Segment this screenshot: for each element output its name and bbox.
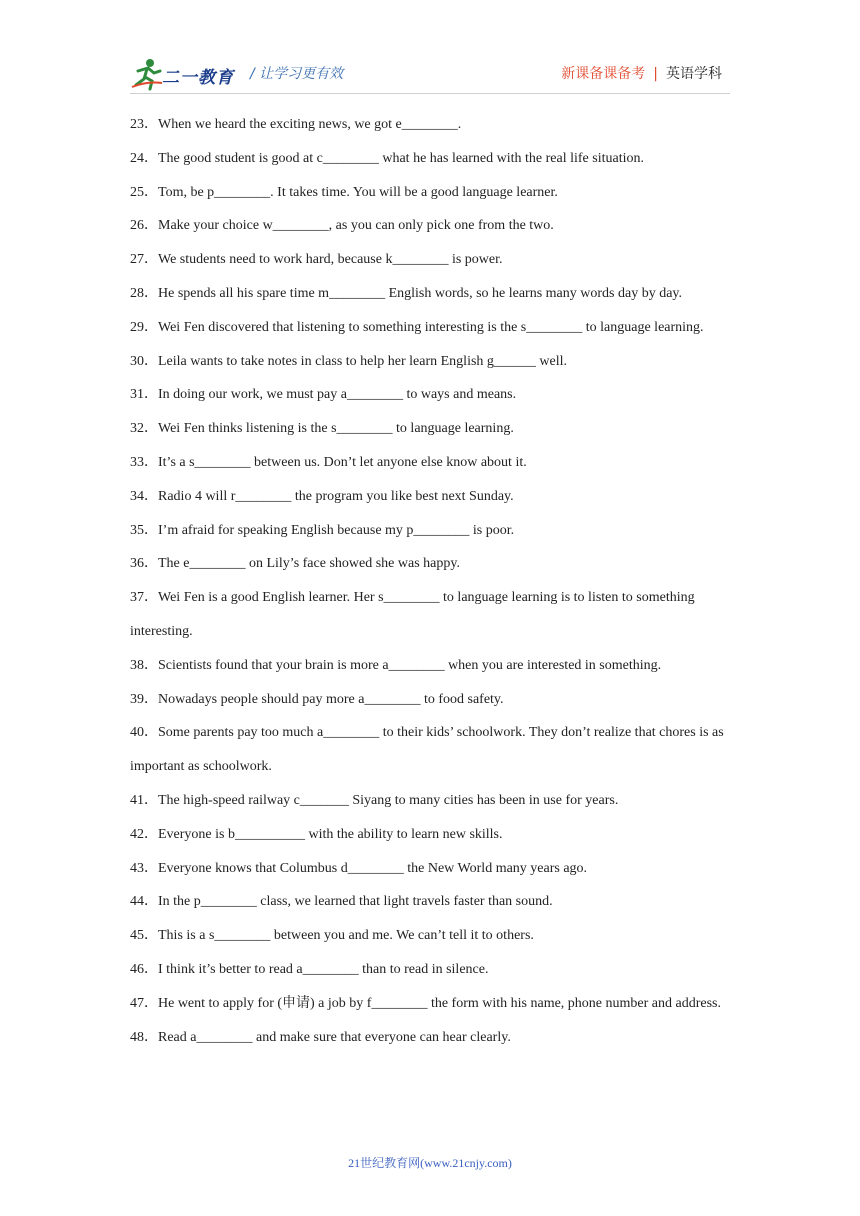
question-item: 31．In doing our work, we must pay a________ to ways and means.: [130, 387, 517, 403]
logo: [130, 57, 250, 91]
question-item: 41．The high-speed railway c_______ Siyang to many cities has been in use for years.: [130, 792, 619, 808]
logo-text: 二一教育: [162, 68, 234, 88]
question-item: 28．He spends all his spare time m________ English words, so he learns many words day by day.: [130, 285, 683, 301]
page-header: [130, 55, 730, 95]
question-item: 48．Read a________ and make sure that everyone can hear clearly.: [130, 1029, 511, 1045]
header-divider: [130, 93, 730, 94]
slogan: / 让学习更有效: [250, 66, 344, 82]
question-list: [130, 108, 740, 1054]
question-item: 35．I’m afraid for speaking English because my p________ is poor.: [130, 522, 515, 538]
question-item: 40．Some parents pay too much a________ to their kids’ schoolwork. They don’t realize that chores is as important as schoolwork.: [130, 725, 724, 775]
question-item: 34．Radio 4 will r________ the program you like best next Sunday.: [130, 488, 514, 504]
question-item: 36．The e________ on Lily’s face showed she was happy.: [130, 556, 460, 572]
question-item: 33．It’s a s________ between us. Don’t let anyone else know about it.: [130, 454, 527, 470]
question-item: 23．When we heard the exciting news, we got e________.: [130, 117, 462, 132]
question-item: 32．Wei Fen thinks listening is the s________ to language learning.: [130, 421, 514, 437]
question-item: 26．Make your choice w________, as you can only pick one from the two.: [130, 218, 554, 234]
question-item: 46．I think it’s better to read a________ than to read in silence.: [130, 961, 489, 977]
question-item: 45．This is a s________ between you and me. We can’t tell it to others.: [130, 928, 534, 944]
question-item: 37．Wei Fen is a good English learner. Her s________ to language learning is to listen to something interesting.: [130, 590, 695, 639]
question-item: 24．The good student is good at c________ what he has learned with the real life situation.: [130, 150, 644, 166]
question-item: 44．In the p________ class, we learned that light travels faster than sound.: [130, 894, 553, 910]
question-item: 27．We students need to work hard, because k________ is power.: [130, 252, 503, 268]
page-footer: 21世纪教育网(www.21cnjy.com): [348, 1156, 512, 1170]
header-course-label: 新课备课备考: [561, 66, 646, 82]
header-subject: 英语学科: [666, 66, 722, 82]
question-item: 25．Tom, be p________. It takes time. You will be a good language learner.: [130, 184, 558, 200]
question-item: 38．Scientists found that your brain is more a________ when you are interested in something.: [130, 657, 662, 673]
question-item: 47．He went to apply for (申请) a job by f________ the form with his name, phone number and address.: [130, 995, 721, 1011]
question-item: 29．Wei Fen discovered that listening to something interesting is the s________ to language learning.: [130, 319, 704, 335]
runner-logo-icon: [130, 57, 164, 91]
question-item: 42．Everyone is b__________ with the ability to learn new skills.: [130, 826, 503, 842]
question-item: 39．Nowadays people should pay more a________ to food safety.: [130, 691, 504, 707]
question-item: 30．Leila wants to take notes in class to help her learn English g______ well.: [130, 353, 568, 369]
header-separator: |: [653, 66, 658, 82]
question-item: 43．Everyone knows that Columbus d________ the New World many years ago.: [130, 860, 588, 876]
header-right: [561, 63, 722, 83]
